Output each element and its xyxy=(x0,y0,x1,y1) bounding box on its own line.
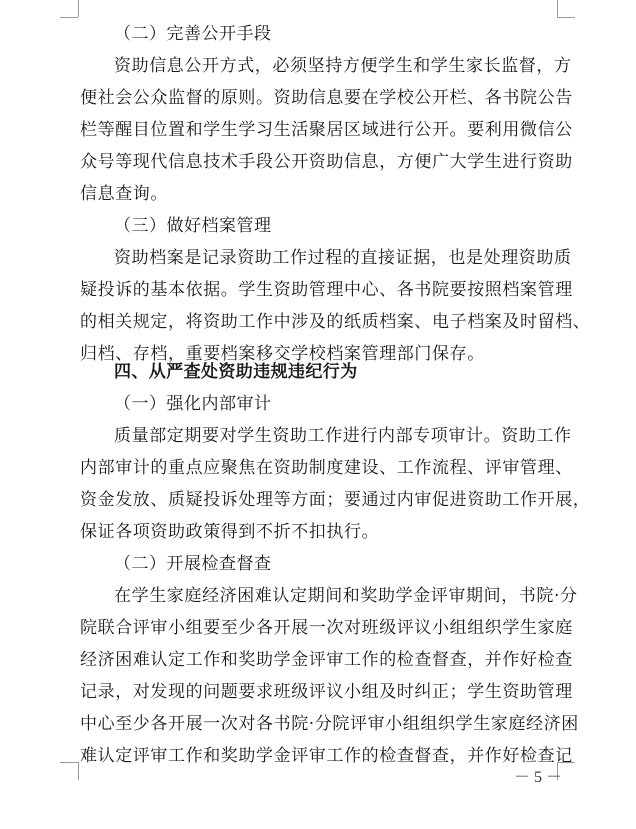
paragraph-line: 众号等现代信息技术手段公开资助信息，方便广大学生进行资助 xyxy=(80,152,573,172)
paragraph-line: 保证各项资助政策得到不折不扣执行。 xyxy=(80,522,380,542)
crop-mark-top-left-h xyxy=(60,17,78,18)
paragraph-line: 难认定评审工作和奖助学金评审工作的检查督查，并作好检查记 xyxy=(80,746,573,766)
paragraph-line: 记录，对发现的问题要求班级评议小组及时纠正；学生资助管理 xyxy=(80,682,573,702)
crop-mark-bottom-left-h xyxy=(60,762,78,763)
crop-mark-bottom-left-v xyxy=(78,762,79,780)
paragraph-line: 便社会公众监督的原则。资助信息要在学校公开栏、各书院公告 xyxy=(80,88,573,108)
paragraph-line: 质量部定期要对学生资助工作进行内部专项审计。资助工作 xyxy=(114,426,572,446)
crop-mark-top-right-h xyxy=(557,17,575,18)
paragraph-line: 的相关规定，将资助工作中涉及的纸质档案、电子档案及时留档、 xyxy=(80,312,591,332)
paragraph-line: 信息查询。 xyxy=(80,184,168,204)
paragraph-line: 经济困难认定工作和奖助学金评审工作的检查督查，并作好检查 xyxy=(80,650,573,670)
paragraph-line: 中心至少各开展一次对各书院·分院评审小组组织学生家庭经济困 xyxy=(80,714,579,734)
paragraph-line: 资助档案是记录资助工作过程的直接证据，也是处理资助质 xyxy=(114,248,572,268)
subheading-inspection-supervision: （二）开展检查督查 xyxy=(114,554,272,574)
subheading-internal-audit: （一）强化内部审计 xyxy=(114,394,272,414)
section-heading-strict-investigation: 四、从严查处资助违规违纪行为 xyxy=(114,362,358,382)
paragraph-line: 栏等醒目位置和学生学习生活聚居区域进行公开。要利用微信公 xyxy=(80,120,573,140)
crop-mark-top-left-v xyxy=(78,0,79,17)
page-number: － 5 － xyxy=(514,769,563,786)
paragraph-line: 疑投诉的基本依据。学生资助管理中心、各书院要按照档案管理 xyxy=(80,280,573,300)
paragraph-line: 在学生家庭经济困难认定期间和奖助学金评审期间，书院·分 xyxy=(114,586,578,606)
paragraph-line: 资助信息公开方式，必须坚持方便学生和学生家长监督，方 xyxy=(114,56,572,76)
paragraph-line: 归档、存档，重要档案移交学校档案管理部门保存。 xyxy=(80,344,485,364)
subheading-perfect-disclosure: （二）完善公开手段 xyxy=(114,24,272,44)
subheading-archive-management: （三）做好档案管理 xyxy=(114,216,272,236)
paragraph-line: 院联合评审小组要至少各开展一次对班级评议小组组织学生家庭 xyxy=(80,618,573,638)
paragraph-line: 资金发放、质疑投诉处理等方面；要通过内审促进资助工作开展， xyxy=(80,490,591,510)
paragraph-line: 内部审计的重点应聚焦在资助制度建设、工作流程、评审管理、 xyxy=(80,458,573,478)
crop-mark-top-right-v xyxy=(557,0,558,17)
